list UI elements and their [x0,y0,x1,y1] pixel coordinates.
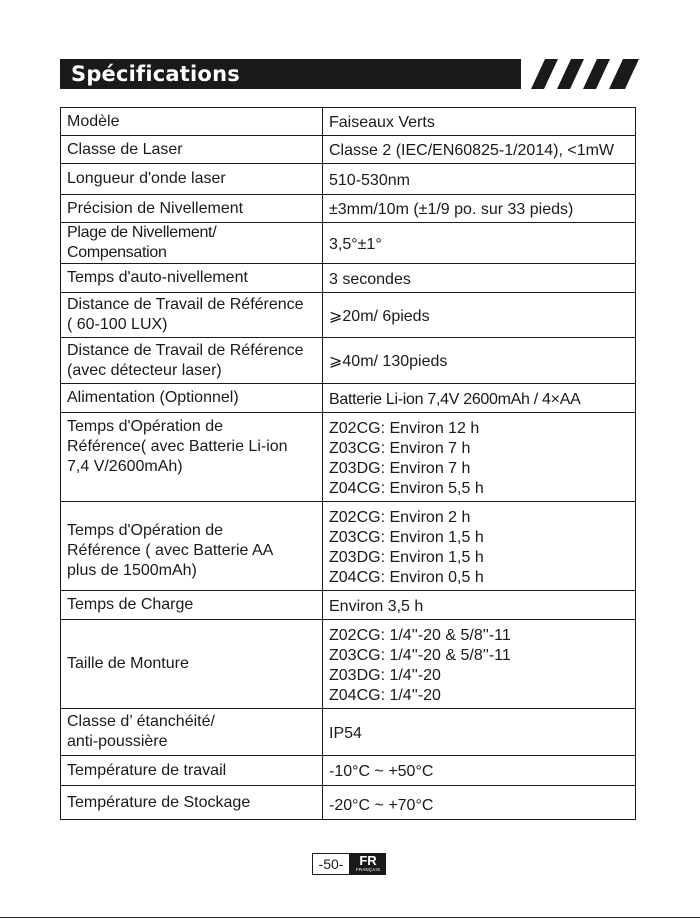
spec-label: Plage de Nivellement/ Compensation [61,223,323,264]
page-title: Spécifications [71,62,240,86]
spec-value: -10°C ~ +50°C [323,756,636,786]
table-row [61,384,636,413]
spec-label: Temps de Charge [61,591,323,620]
table-row [61,195,636,223]
page-number: -50- [312,853,350,875]
table-row [61,136,636,164]
spec-value: Z02CG: Environ 2 h Z03CG: Environ 1,5 h Z03DG: Environ 1,5 h Z04CG: Environ 0,5 h [323,502,636,591]
spec-label: Distance de Travail de Référence (avec détecteur laser) [61,338,323,384]
spec-label: Alimentation (Optionnel) [61,384,323,413]
language-name: FRANÇAIS [355,867,381,872]
spec-value: 510-530nm [323,164,636,195]
table-row [61,591,636,620]
spec-label: Classe d’ étanchéité/ anti-poussière [61,709,323,756]
spec-value: ⩾20m/ 6pieds [323,293,636,338]
bottom-divider [0,917,700,918]
spec-label: Longueur d'onde laser [61,164,323,195]
spec-label: Température de travail [61,756,323,786]
page-footer [312,853,386,875]
table-row [61,786,636,820]
table-row [61,338,636,384]
spec-value: 3,5°±1° [323,223,636,264]
spec-label: Taille de Monture [61,620,323,709]
spec-value: Classe 2 (IEC/EN60825-1/2014), <1mW [323,136,636,164]
spec-label: Température de Stockage [61,786,323,820]
spec-value: Faiseaux Verts [323,108,636,136]
spec-label: Temps d'auto-nivellement [61,264,323,293]
table-row [61,223,636,264]
spec-label: Classe de Laser [61,136,323,164]
table-row [61,502,636,591]
spec-value: ⩾40m/ 130pieds [323,338,636,384]
section-header [60,59,639,89]
spec-value: Environ 3,5 h [323,591,636,620]
table-row [61,108,636,136]
table-row [61,293,636,338]
spec-label: Modèle [61,108,323,136]
spec-value: Z02CG: Environ 12 h Z03CG: Environ 7 h Z03DG: Environ 7 h Z04CG: Environ 5,5 h [323,413,636,502]
spec-label: Précision de Nivellement [61,195,323,223]
table-row [61,709,636,756]
language-code: FR [359,853,377,868]
spec-label: Temps d'Opération de Référence ( avec Batterie AA plus de 1500mAh) [61,502,323,591]
specifications-table [60,107,636,820]
spec-value: Batterie Li-ion 7,4V 2600mAh / 4×AA [323,384,636,413]
table-row [61,620,636,709]
table-row [61,413,636,502]
table-row [61,264,636,293]
section-header-bar [60,59,521,89]
spec-label: Distance de Travail de Référence ( 60-100 LUX) [61,293,323,338]
spec-value: ±3mm/10m (±1/9 po. sur 33 pieds) [323,195,636,223]
spec-label: Temps d'Opération de Référence( avec Batterie Li-ion 7,4 V/2600mAh) [61,413,323,502]
language-badge [350,853,386,875]
spec-value: -20°C ~ +70°C [323,786,636,820]
spec-value: 3 secondes [323,264,636,293]
table-row [61,164,636,195]
spec-value: IP54 [323,709,636,756]
spec-value: Z02CG: 1/4''-20 & 5/8''-11 Z03CG: 1/4''-20 & 5/8''-11 Z03DG: 1/4''-20 Z04CG: 1/4''-20 [323,620,636,709]
table-row [61,756,636,786]
decorative-stripes [521,59,639,89]
